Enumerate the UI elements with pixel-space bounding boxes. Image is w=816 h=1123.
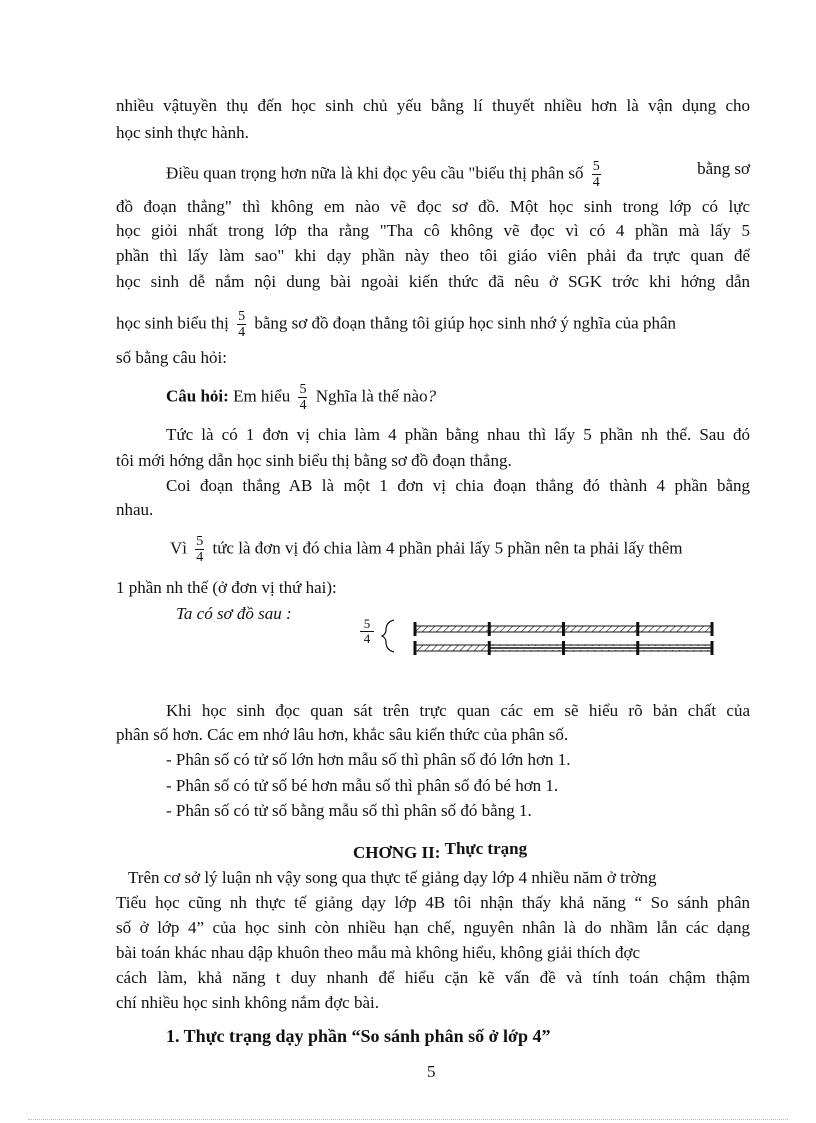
- fraction-denominator: 4: [238, 325, 246, 340]
- chapter-title: Thực trạng: [444, 839, 528, 858]
- fraction-numerator: 5: [238, 309, 246, 324]
- brace-icon: [382, 620, 394, 652]
- fraction-denominator: 4: [299, 398, 307, 413]
- text-span: tức là đơn vị đó chia làm 4 phần phải lấy 5 phần nên ta phải lấy thêm: [212, 538, 683, 558]
- paragraph-line: tôi mới hớng dẫn học sinh biểu thị bằng sơ đồ đoạn thẳng.: [116, 451, 512, 470]
- fraction-numerator: 5: [196, 534, 204, 549]
- paragraph-line: 1 phần nh thế (ở đơn vị thứ hai):: [116, 578, 337, 597]
- text-span: Nghĩa là thế nào: [315, 386, 428, 406]
- page-number: 5: [427, 1062, 436, 1081]
- segment-row-two: [415, 641, 712, 655]
- fraction-numerator: 5: [363, 616, 371, 631]
- paragraph-line: Trên cơ sở lý luận nh vậy song qua thực tế giảng dạy lớp 4 nhiều năm ở trờng: [128, 868, 657, 887]
- bullet-item: - Phân số có tử số lớn hơn mẫu số thì phân số đó lớn hơn 1.: [166, 750, 571, 769]
- paragraph-line: phân số hơn. Các em nhớ lâu hơn, khắc sâu kiến thức của phân số.: [116, 725, 569, 744]
- fraction-denominator: 4: [360, 631, 374, 646]
- chapter-number: CHƠNG II:: [353, 843, 441, 862]
- paragraph-line: Coi đoạn thẳng AB là một 1 đơn vị chia đoạn thẳng đó thành 4 phần bằng: [166, 476, 750, 495]
- segment-row-one: [415, 622, 712, 636]
- paragraph-line: [116, 701, 750, 721]
- text-span: bằng sơ đồ đoạn thẳng tôi giúp học sinh nhớ ý nghĩa của phân: [254, 313, 677, 333]
- text-span: Em hiểu: [233, 386, 291, 406]
- paragraph-line: nhiều vậtuyền thụ đến học sinh chủ yếu bằng lí thuyết nhiều hơn là vận dụng cho: [116, 96, 750, 115]
- paragraph-line: học sinh dễ nắm nội dung bài ngoài kiến thức đã nêu ở SGK trớc khi hớng dẫn: [116, 272, 750, 291]
- paragraph-line: phần thì lấy làm sao" khi dạy phần này theo tôi giáo viên phải đa trực quan để: [116, 246, 750, 265]
- diagram-caption: Ta có sơ đồ sau :: [176, 604, 292, 623]
- text-span: Vì: [170, 538, 187, 558]
- paragraph-line: nhau.: [116, 500, 154, 519]
- fraction-denominator: 4: [196, 550, 204, 565]
- text-span: Khi học sinh đọc quan sát trên trực quan các em sẽ hiểu rõ bản chất của: [166, 701, 750, 720]
- text-span: Điều quan trọng hơn nữa là khi đọc yêu cầu "biểu thị phân số: [166, 163, 584, 183]
- paragraph-line: Tức là có 1 đơn vị chia làm 4 phần bằng nhau thì lấy 5 phần nh thế. Sau đó: [166, 425, 750, 444]
- paragraph-line: học sinh thực hành.: [116, 123, 249, 142]
- fraction-numerator: 5: [299, 382, 307, 397]
- text-span: bằng sơ: [697, 159, 750, 178]
- paragraph-line: số ở lớp 4” của học sinh còn nhiều hạn chế, nguyên nhân là do nhầm lẫn các dạng: [116, 918, 750, 937]
- chapter-heading: [353, 839, 528, 863]
- paragraph-line: số bằng câu hỏi:: [116, 348, 227, 367]
- question-mark: ?: [427, 386, 437, 406]
- footer-divider: [28, 1119, 788, 1120]
- fraction-numerator: 5: [592, 159, 600, 174]
- paragraph-line: học giỏi nhất trong lớp tha rằng "Tha cô không vẽ đọc vì có 4 phần mà lấy 5: [116, 221, 750, 240]
- paragraph-line: chí nhiều học sinh không nắm đợc bài.: [116, 993, 379, 1012]
- paragraph-line: bài toán khác nhau dập khuôn theo mẫu mà không hiểu, không giải thích đợc: [116, 943, 641, 962]
- paragraph-line: đồ đoạn thẳng" thì không em nào vẽ đọc sơ đồ. Một học sinh trong lớp có lực: [116, 197, 750, 216]
- fraction-denominator: 4: [592, 175, 600, 190]
- question-label: Câu hỏi:: [166, 386, 229, 406]
- section-heading: 1. Thực trạng dạy phần “So sánh phân số ở lớp 4”: [166, 1026, 551, 1046]
- paragraph-line: Tiểu học cũng nh thực tế giảng dạy lớp 4B tôi nhận thấy khả năng “ So sánh phân: [116, 893, 750, 912]
- paragraph-line: cách làm, khả năng t duy nhanh để hiểu cặn kẽ vấn đề và tính toán chậm thậm: [116, 968, 750, 987]
- bullet-item: - Phân số có tử số bé hơn mẫu số thì phân số đó bé hơn 1.: [166, 776, 559, 795]
- text-span: học sinh biểu thị: [116, 313, 229, 333]
- bullet-item: - Phân số có tử số bằng mẫu số thì phân số đó bằng 1.: [166, 801, 532, 820]
